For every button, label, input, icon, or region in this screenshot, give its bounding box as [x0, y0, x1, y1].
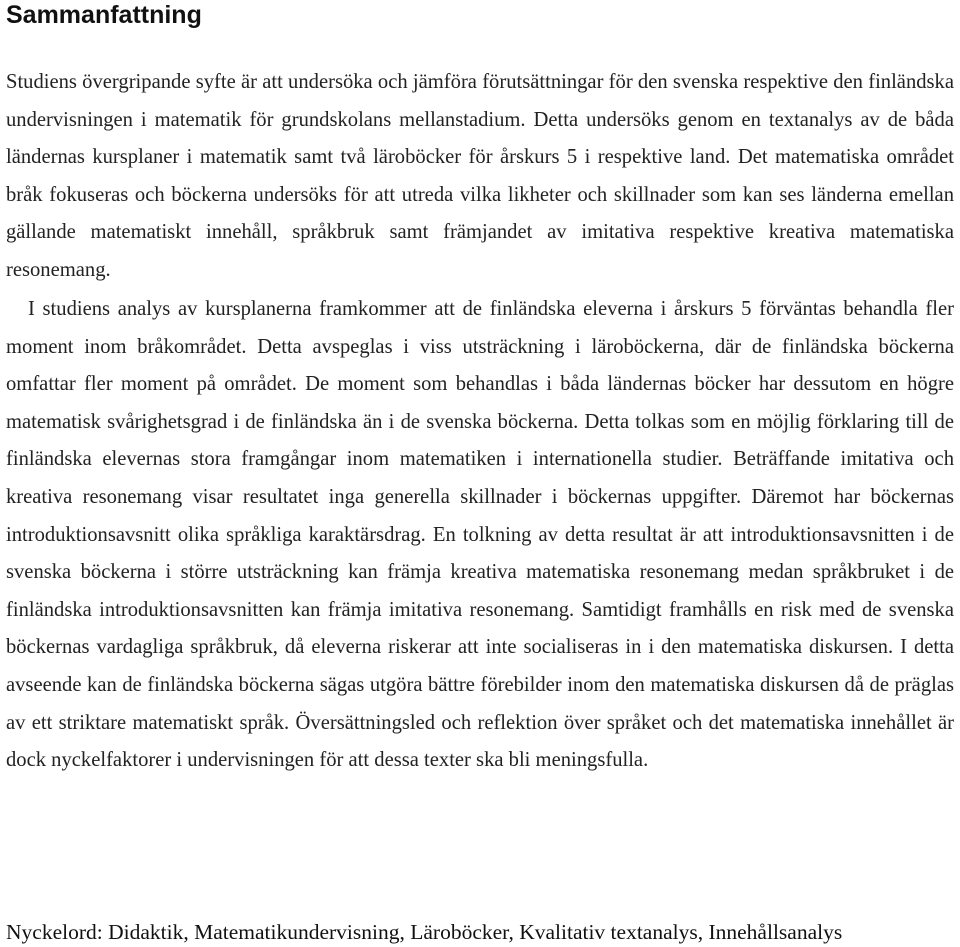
summary-paragraph-1: Studiens övergripande syfte är att undersöka och jämföra förutsättningar för den svenska respektive den finländska undervisningen i matematik för grundskolans mellanstadium. Detta undersöks genom en textanalys av de båda ländernas kursplaner i matematik samt två läroböcker för årskurs 5 i respektive land. Det matematiska området bråk fokuseras och böckerna undersöks för att utreda vilka likheter och skillnader som kan ses länderna emellan gällande matematiskt innehåll, språkbruk samt främjandet av imitativa respektive kreativa matematiska resonemang.	[6, 71, 954, 281]
document-page	[6, 0, 954, 947]
summary-paragraph-2: I studiens analys av kursplanerna framkommer att de finländska eleverna i årskurs 5 förväntas behandla fler moment inom bråkområdet. Detta avspeglas i viss utsträckning i läroböckerna, där de finländska böckerna omfattar fler moment på området. De moment som behandlas i båda ländernas böcker har dessutom en högre matematisk svårighetsgrad i de finländska än i de svenska böckerna. Detta tolkas som en möjlig förklaring till de finländska elevernas stora framgångar inom matematiken i internationella studier. Beträffande imitativa och kreativa resonemang visar resultatet inga generella skillnader i böckernas uppgifter. Däremot har böckernas introduktionsavsnitt olika språkliga karaktärsdrag. En tolkning av detta resultat är att introduktionsavsnitten i de svenska böckerna i större utsträckning kan främja kreativa matematiska resonemang medan språkbruket i de finländska introduktionsavsnitten kan främja imitativa resonemang. Samtidigt framhålls en risk med de svenska böckernas vardagliga språkbruk, då eleverna riskerar att inte socialiseras in i den matematiska diskursen. I detta avseende kan de finländska böckerna sägas utgöra bättre förebilder inom den matematiska diskursen då de präglas av ett striktare matematiskt språk. Översättningsled och reflektion över språket och det matematiska innehållet är dock nyckelfaktorer i undervisningen för att dessa texter ska bli meningsfulla.	[6, 298, 954, 772]
section-heading: Sammanfattning	[6, 1, 202, 29]
keywords-line: Nyckelord: Didaktik, Matematikundervisning, Läroböcker, Kvalitativ textanalys, Innehållsanalys	[6, 920, 843, 944]
